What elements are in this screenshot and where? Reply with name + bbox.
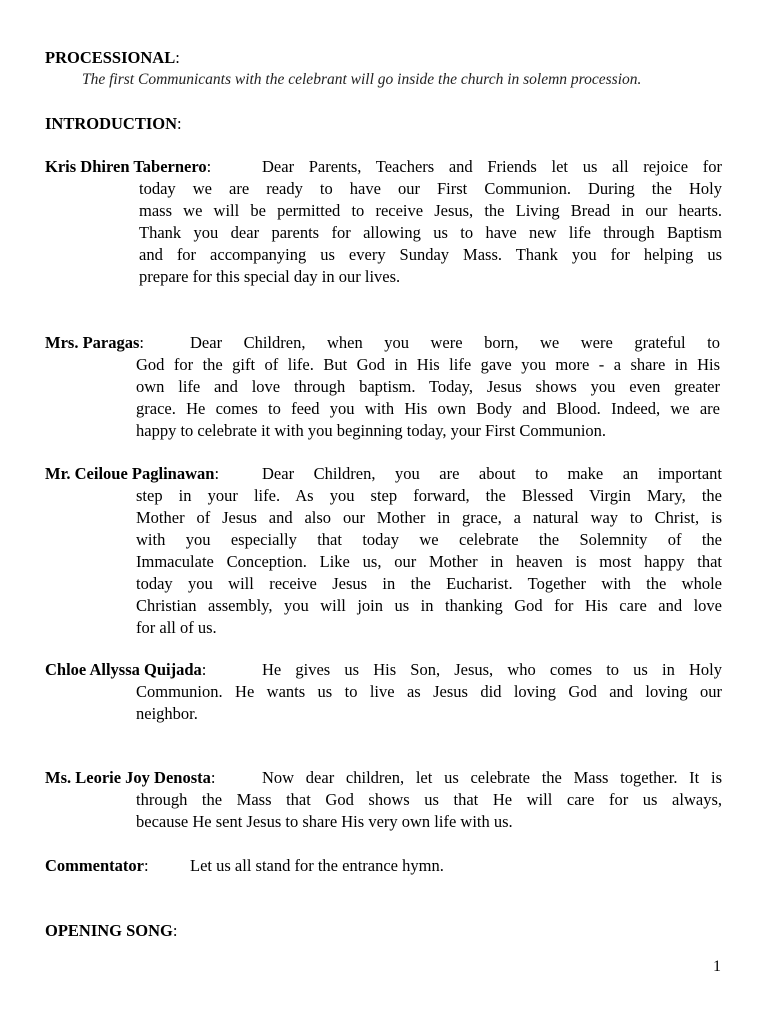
speaker-label-tabernero — [45, 157, 211, 177]
speaker-name: Kris Dhiren Tabernero — [45, 157, 207, 176]
speech-line: mass we will be permitted to receive Jesus, the Living Bread in our hearts. — [139, 201, 722, 220]
opening-song-colon: : — [172, 921, 178, 940]
speaker-colon: : — [210, 768, 216, 787]
speech-line: Christian assembly, you will join us in thanking God for His care and love — [136, 596, 722, 615]
speech-line: Dear Children, you are about to make an important — [262, 464, 722, 483]
speaker-colon: : — [139, 333, 144, 352]
commentator-text: Let us all stand for the entrance hymn. — [190, 856, 444, 875]
speaker-colon: : — [206, 157, 212, 176]
speech-line: happy to celebrate it with you beginning today, your First Communion. — [136, 421, 607, 440]
processional-heading: PROCESSIONAL — [45, 48, 176, 67]
speaker-label-paragas — [45, 333, 144, 353]
speech-line: Dear Children, when you were born, we were grateful to — [190, 333, 720, 352]
speech-line: neighbor. — [136, 704, 198, 723]
page-number: 1 — [713, 958, 721, 975]
speech-line: Communion. He wants us to live as Jesus did loving God and loving our — [136, 682, 722, 701]
introduction-heading: INTRODUCTION — [45, 114, 178, 133]
speech-line: today we are ready to have our First Communion. During the Holy — [139, 179, 722, 198]
speech-line: Immaculate Conception. Like us, our Mother in heaven is most happy that — [136, 552, 722, 571]
speaker-name: Mr. Ceiloue Paglinawan — [45, 464, 215, 483]
opening-song-heading-line — [45, 921, 178, 941]
speaker-label-quijada — [45, 660, 206, 680]
speech-line: Dear Parents, Teachers and Friends let us all rejoice for — [262, 157, 722, 176]
speech-line: grace. He comes to feed you with His own Body and Blood. Indeed, we are — [136, 399, 720, 418]
speech-line: prepare for this special day in our lives. — [139, 267, 401, 286]
speaker-colon: : — [201, 660, 207, 679]
speech-line: through the Mass that God shows us that He will care for us always, — [136, 790, 722, 809]
speech-line: Mother of Jesus and also our Mother in grace, a natural way to Christ, is — [136, 508, 722, 527]
speaker-label-commentator — [45, 856, 149, 876]
speaker-name: Ms. Leorie Joy Denosta — [45, 768, 211, 787]
speaker-colon: : — [143, 856, 149, 875]
processional-colon: : — [175, 48, 180, 67]
speech-line: with you especially that today we celebrate the Solemnity of the — [136, 530, 722, 549]
speech-line: Now dear children, let us celebrate the Mass together. It is — [262, 768, 722, 787]
introduction-heading-line — [45, 114, 182, 134]
speech-line: Thank you dear parents for allowing us to have new life through Baptism — [139, 223, 722, 242]
speech-line: He gives us His Son, Jesus, who comes to us in Holy — [262, 660, 722, 679]
speech-line: own life and love through baptism. Today, Jesus shows you even greater — [136, 377, 720, 396]
speech-line: for all of us. — [136, 618, 217, 637]
speaker-name: Chloe Allyssa Quijada — [45, 660, 202, 679]
processional-note: The first Communicants with the celebrant will go inside the church in solemn procession. — [82, 71, 642, 88]
speaker-label-paglinawan — [45, 464, 219, 484]
speech-line: because He sent Jesus to share His very own life with us. — [136, 812, 513, 831]
speaker-name: Commentator — [45, 856, 144, 875]
speech-line: today you will receive Jesus in the Eucharist. Together with the whole — [136, 574, 722, 593]
speaker-label-denosta — [45, 768, 215, 788]
opening-song-heading: OPENING SONG — [45, 921, 173, 940]
processional-heading-line — [45, 48, 180, 68]
introduction-colon: : — [177, 114, 182, 133]
speaker-name: Mrs. Paragas — [45, 333, 140, 352]
speech-line: God for the gift of life. But God in His life gave you more - a share in His — [136, 355, 720, 374]
speech-line: step in your life. As you step forward, the Blessed Virgin Mary, the — [136, 486, 722, 505]
speech-line: and for accompanying us every Sunday Mass. Thank you for helping us — [139, 245, 722, 264]
speaker-colon: : — [214, 464, 220, 483]
